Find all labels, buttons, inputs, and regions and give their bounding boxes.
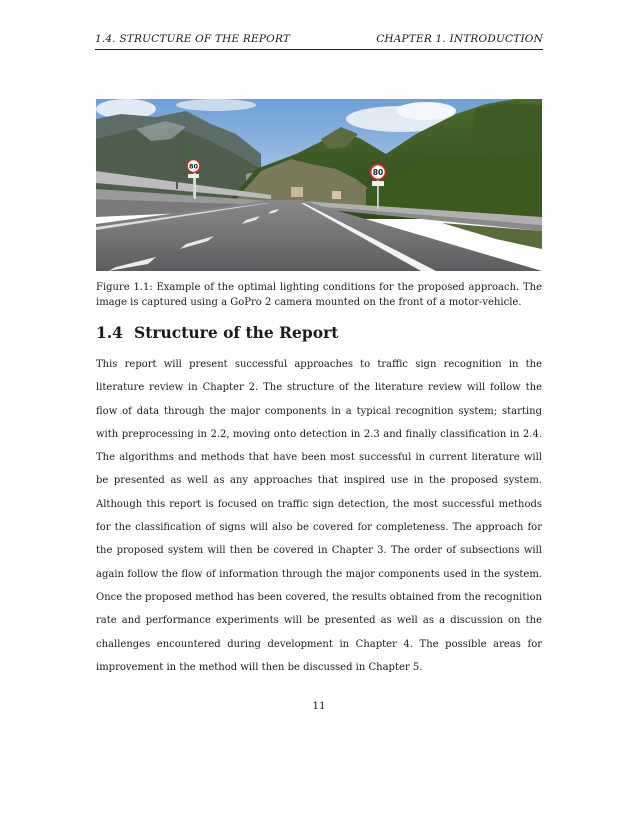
section-heading [96,323,542,342]
figure-caption: Figure 1.1: Example of the optimal lighting conditions for the proposed approach. The image is captured using a GoPro 2 camera mounted on the front of a motor-vehicle. [96,282,542,308]
road-photo-figure [96,99,542,271]
body-paragraph: This report will present successful approaches to traffic sign recognition in the literature review in Chapter 2. The structure of the literature review will follow the flow of data through the major components in a typical recognition system; starting with preprocessing in 2.2, moving onto detection in 2.3 and finally classification in 2.4. The algorithms and methods that have been most successful in current literature will be presented as well as any approaches that inspired use in the proposed system. Although this report is focused on traffic sign detection, the most successful methods for the classification of signs will also be covered for completeness. The approach for the proposed system will then be covered in Chapter 3. The order of subsections will again follow the flow of information through the major components used in the system. Once the proposed method has been covered, the results obtained from the recognition rate and performance experiments will be presented as well as a discussion on the challenges encountered during development in Chapter 4. The possible areas for improvement in the method will then be discussed in Chapter 5. [96,359,542,673]
header-chapter-title: CHAPTER 1. INTRODUCTION [376,33,543,45]
road-scene-image [96,99,542,271]
header-section-title: 1.4. STRUCTURE OF THE REPORT [95,33,291,45]
section-number: 1.4 [96,323,123,342]
speed-sign-right-label: 80 [372,167,384,177]
page-number: 11 [312,700,326,712]
speed-sign-left-label: 80 [188,162,199,171]
running-header [95,33,543,50]
section-title: Structure of the Report [134,323,339,342]
